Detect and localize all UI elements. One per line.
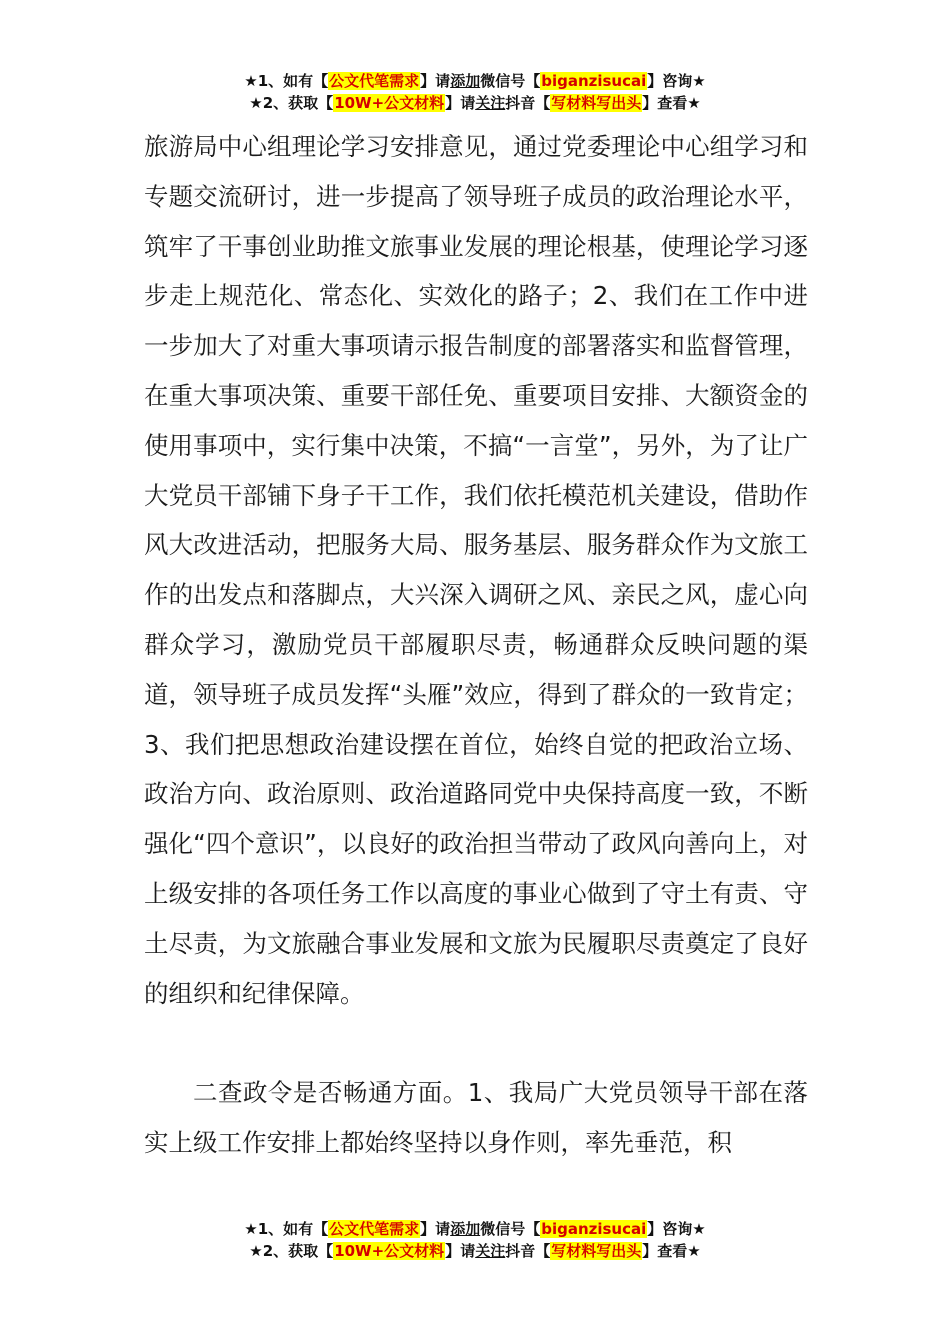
banner-line-2 <box>0 92 950 114</box>
banner-underlined-text: 添加 <box>450 1220 481 1238</box>
banner-line-1 <box>0 1218 950 1240</box>
banner-underlined-text: 关注 <box>475 94 506 112</box>
document-body <box>144 122 808 1168</box>
banner-highlight: 公文代笔需求 <box>329 72 420 90</box>
banner-text: 微信号【 <box>480 72 541 90</box>
banner-text: 】咨询★ <box>647 1220 706 1238</box>
banner-underlined-text: 关注 <box>475 1242 506 1260</box>
banner-highlight-wechat-id: biganzisucai <box>541 72 647 90</box>
banner-text: 抖音【 <box>505 1242 551 1260</box>
banner-highlight: 10W+公文材料 <box>334 1242 445 1260</box>
banner-highlight: 公文代笔需求 <box>329 1220 420 1238</box>
banner-text: ★2、获取【 <box>249 94 334 112</box>
banner-text: 】查看★ <box>642 1242 701 1260</box>
banner-text: 微信号【 <box>480 1220 541 1238</box>
banner-highlight: 10W+公文材料 <box>334 94 445 112</box>
banner-text: 】咨询★ <box>647 72 706 90</box>
paragraph-1: 旅游局中心组理论学习安排意见，通过党委理论中心组学习和专题交流研讨，进一步提高了领导班子成员的政治理论水平，筑牢了干事创业助推文旅事业发展的理论根基，使理论学习逐步走上规范化、常态化、实效化的路子；2、我们在工作中进一步加大了对重大事项请示报告制度的部署落实和监督管理，在重大事项决策、重要干部任免、重要项目安排、大额资金的使用事项中，实行集中决策，不搞“一言堂”，另外，为了让广大党员干部铺下身子干工作，我们依托模范机关建设，借助作风大改进活动，把服务大局、服务基层、服务群众作为文旅工作的出发点和落脚点，大兴深入调研之风、亲民之风，虚心向群众学习，激励党员干部履职尽责，畅通群众反映问题的渠道，领导班子成员发挥“头雁”效应，得到了群众的一致肯定；3、我们把思想政治建设摆在首位，始终自觉的把政治立场、政治方向、政治原则、政治道路同党中央保持高度一致，不断强化“四个意识”，以良好的政治担当带动了政风向善向上，对上级安排的各项任务工作以高度的事业心做到了守土有责、守土尽责，为文旅融合事业发展和文旅为民履职尽责奠定了良好的组织和纪律保障。 <box>144 132 808 1008</box>
banner-highlight-douyin-id: 写材料写出头 <box>551 1242 642 1260</box>
banner-highlight-wechat-id: biganzisucai <box>541 1220 647 1238</box>
banner-text: 】请 <box>445 1242 476 1260</box>
paragraph-2: 二查政令是否畅通方面。1、我局广大党员领导干部在落实上级工作安排上都始终坚持以身作则，率先垂范，积 <box>144 1078 808 1157</box>
header-banner <box>0 70 950 114</box>
banner-underlined-text: 添加 <box>450 72 481 90</box>
banner-text: 】请 <box>420 1220 451 1238</box>
banner-text: ★1、如有【 <box>244 1220 329 1238</box>
banner-line-2 <box>0 1240 950 1262</box>
banner-text: ★2、获取【 <box>249 1242 334 1260</box>
banner-text: 】请 <box>445 94 476 112</box>
banner-text: 抖音【 <box>505 94 551 112</box>
banner-highlight-douyin-id: 写材料写出头 <box>551 94 642 112</box>
banner-text: 】请 <box>420 72 451 90</box>
banner-line-1 <box>0 70 950 92</box>
banner-text: 】查看★ <box>642 94 701 112</box>
banner-text: ★1、如有【 <box>244 72 329 90</box>
footer-banner <box>0 1218 950 1262</box>
